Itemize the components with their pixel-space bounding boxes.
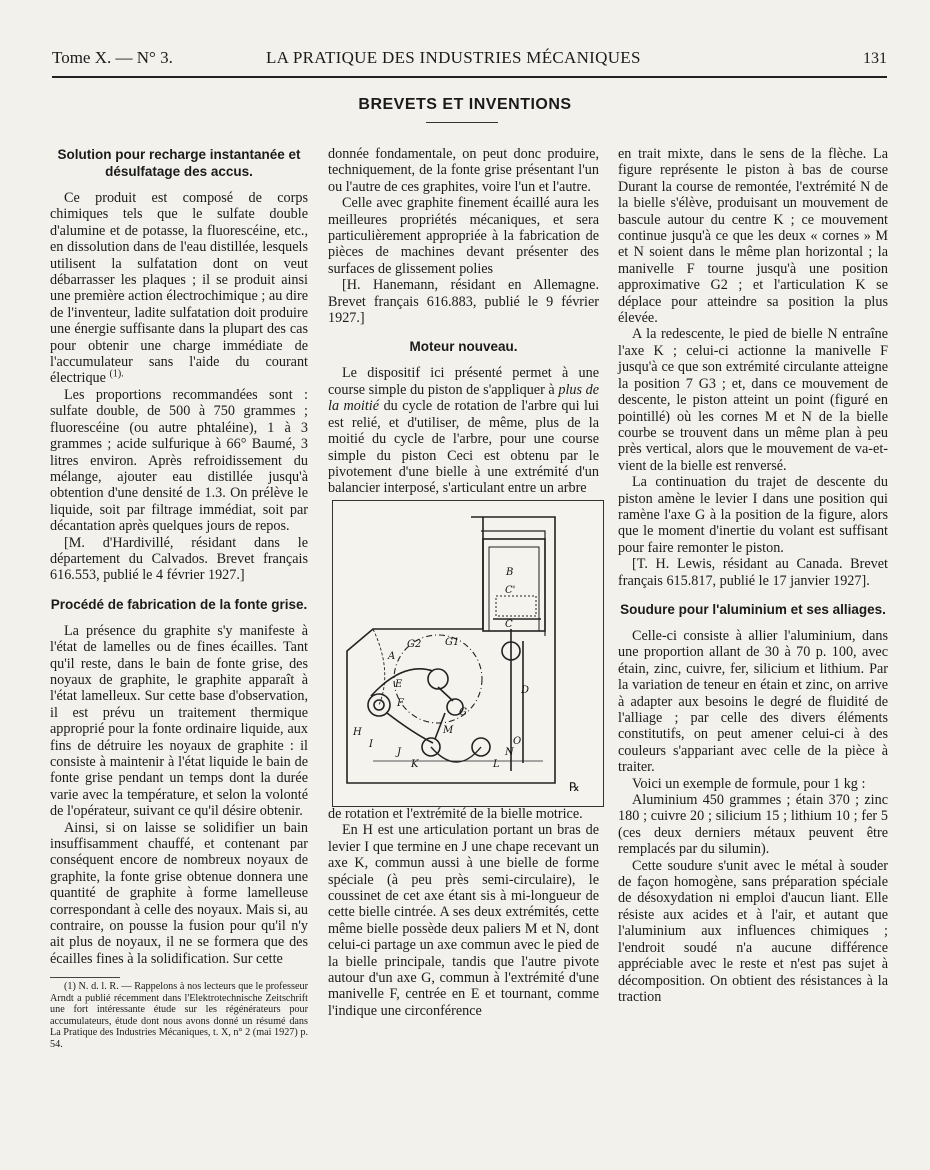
figure-label: A: [388, 651, 396, 662]
engine-diagram: [333, 501, 603, 806]
paragraph-text: Le dispositif ici présenté permet à une course simple du piston de s'appliquer à: [328, 365, 599, 398]
paragraph: [328, 365, 599, 496]
footnote-rule: [50, 977, 120, 978]
citation: [T. H. Lewis, résidant au Canada. Brevet français 615.817, publié le 17 janvier 1927].: [618, 556, 888, 589]
figure-label: I: [369, 739, 373, 750]
article-title-moteur: Moteur nouveau.: [409, 339, 518, 355]
figure-label: K: [411, 759, 419, 770]
citation: [H. Hanemann, résidant en Allemagne. Brevet français 616.883, publié le 9 février 1927.]: [328, 277, 599, 327]
paragraph: donnée fondamentale, on peut donc produire, techniquement, de la fonte grise présentant l'un ou l'autre de ces graphites, voire l'un et l'autre.: [328, 146, 599, 195]
column-3: [618, 146, 888, 1005]
paragraph: Les proportions recommandées sont : sulfate double, de 500 à 750 grammes ; fluorescéine (ou autre phtaléine), 1 à 3 grammes ; acide sulfurique à 66° Baumé, 3 litres environ. Après refroidissement du mélange, ajouter eau distillée jusqu'à obtention d'une densité de 1.3. On prélève le liquide, soit par filtrage immédiat, soit par décantation après quelques jours de repos.: [50, 386, 308, 535]
column-1: [50, 146, 308, 1050]
volume-number: Tome X. — N° 3.: [52, 48, 173, 67]
paragraph: En H est une articulation portant un bras de levier I que termine en J une chape recevant un axe K, commun aussi à une bielle de forme spéciale (à peu près semi-circulaire), le coussinet de cet axe étant sis à mi-longueur de cette bielle cintrée. A ses deux extrémités, cette même bielle possède deux paliers M et N, dont celui-ci partage un axe commun avec le pied de la bielle principale, tandis que l'autre pivote autour d'un axe G, commun à l'extrémité d'une manivelle F, centrée en E et tournant, comme l'indique une circonférence: [328, 822, 599, 1019]
article-title-soudure: Soudure pour l'aluminium et ses alliages.: [620, 601, 886, 617]
emphasis: plus de la moitié: [328, 381, 599, 415]
engine-figure: [332, 500, 604, 807]
piston-dotted: [496, 596, 536, 616]
section-title-rule: [426, 122, 498, 123]
article-title-fonte: Procédé de fabrication de la fonte grise.: [50, 596, 308, 612]
figure-label: M: [443, 725, 454, 736]
paragraph: La présence du graphite s'y manifeste à l'état de lamelles ou de fines écailles. Tant qu'il reste, dans le bain de fonte grise, des noyaux de graphite, le graphite apparaît à l'état lamelleux. Sur cette base d'observation, il est prévu un traitement thermique approprié pour la fonte ordinaire liquide, aux fins de détruire les noyaux de graphite : il consiste à maintenir à l'état liquide le bain de fonte grise pendant un temps dont la durée varie avec la température, et selon la volonté de l'opérateur, suivant ce qu'il désire obtenir.: [50, 622, 308, 820]
page-number: 131: [863, 50, 887, 67]
figure-label: G: [459, 707, 467, 718]
figure-label: B: [506, 567, 514, 578]
figure-label: F: [397, 698, 404, 709]
paragraph: A la redescente, le pied de bielle N entraîne l'axe K ; celui-ci actionne la manivelle F jusqu'à ce que son extrémité circulante atteigne la position 7 G3 ; et, dans ce mouvement de descente, le piston atteint un point (figuré en pointillé) où les cornes M et N de la bielle courbe se trouvent dans un même plan à peu près vertical, alors que le mouvement de va-et-vient de la bielle est renversé.: [618, 326, 888, 474]
figure-label: C: [505, 619, 513, 630]
header-rule: [52, 76, 887, 78]
crank-center: [428, 669, 448, 689]
paragraph: Cette soudure s'unit avec le métal à souder de façon homogène, sans préparation spéciale de désoxydation ni emploi d'aucun liant. Elle résiste aux acides et à l'air, et autant que l'aluminium aux influences chimiques ; l'endroit soudé n'a aucune différence appréciable avec le reste et n'est pas sujet à décomposition. On obtient des résistances à la traction: [618, 857, 888, 1005]
figure-label: L: [493, 759, 500, 770]
figure-label: H: [353, 727, 362, 738]
journal-title: LA PRATIQUE DES INDUSTRIES MÉCANIQUES: [266, 48, 641, 67]
figure-label: N: [505, 747, 514, 758]
paragraph-text: Ce produit est composé de corps chimiques tels que le sulfate double d'alumine et de potasse, la fluorescéine, etc., en dissolution dans de l'eau distillée, lesquels utilisent la sulfatation dont on veut débarrasser les plaques ; il se produit ainsi une première action électrochimique ; au dire de l'inventeur, ladite sulfatation doit produire une énergie suffisante dans la plupart des cas pour obtenir une charge immédiate de l'accumulateur sans l'aide du courant électrique: [50, 190, 308, 387]
figure-label: O: [513, 736, 522, 747]
figure-label: G1: [445, 637, 460, 648]
column-2-continued: [328, 806, 599, 1160]
article-title-accus: Solution pour recharge instantanée et désulfatage des accus.: [57, 147, 301, 179]
footnote-ref: (1).: [109, 368, 124, 380]
figure-label: E: [395, 679, 403, 690]
citation: [M. d'Hardivillé, résidant dans le département du Calvados. Brevet français 616.553, publié le 4 février 1927.]: [50, 534, 308, 584]
running-header: [52, 44, 887, 72]
paragraph: Voici un exemple de formule, pour 1 kg :: [632, 775, 866, 792]
figure-label: D: [521, 685, 530, 696]
paragraph-text: du cycle de rotation de l'arbre qui lui est relié, et d'utiliser, de même, plus de la moitié du cycle de l'arbre, pour une course simple du piston Ceci est obtenu par le pivotement d'une bielle à une extrémité d'un balancier interposé, s'articulant entre un arbre: [328, 398, 600, 497]
column-2: [328, 146, 599, 500]
paragraph: [50, 190, 308, 387]
paragraph-continued: de rotation et l'extrémité de la bielle motrice.: [328, 806, 583, 822]
figure-mark: ℞: [569, 780, 580, 794]
paragraph: Aluminium 450 grammes ; étain 370 ; zinc 180 ; cuivre 20 ; silicium 15 ; lithium 10 ; fer 5 (ces deux derniers métaux peuvent être remplacés par du silumin).: [618, 792, 888, 858]
paragraph: Ainsi, si on laisse se solidifier un bain insuffisamment chauffé, et contenant par conséquent encore de nombreux noyaux de graphite, la fonte grise obtenue donnera une quantité de graphite à forme lamelleuse correspondant à celle des noyaux. Mais si, au contraire, on pousse la fusion pour qu'il n'y ait plus de noyaux, il ne se formera que des écailles fines à la solidification. Sur cette: [50, 819, 308, 967]
figure-label: G2: [407, 639, 422, 650]
figure-label: C': [505, 585, 516, 596]
paragraph: Celle-ci consiste à allier l'aluminium, dans une proportion allant de 30 à 70 p. 100, avec étain, zinc, cuivre, fer, silicium et lithium. Par la variation de teneur en étain et zinc, on arrive à adapter aux besoins le degré de fluidité de l'alliage ; par celle des divers éléments constitutifs, on peut amener celui-ci à des couleurs s'appariant avec celle de la pièce à traiter.: [618, 627, 888, 776]
paragraph: en trait mixte, dans le sens de la flèche. La figure représente le piston à bas de course Durant la course de remontée, l'extrémité N de la bielle s'élève, produisant un mouvement de bascule autour du centre K ; ce mouvement continue jusqu'à ce que les deux « cornes » M et N soient dans le même plan horizontal ; la manivelle F tourne jusqu'à une position approximative G2 ; et l'articulation K se déplace pour atteindre sa position la plus élevée.: [618, 146, 888, 327]
paragraph: Celle avec graphite finement écaillé aura les meilleures propriétés mécaniques, et sera particulièrement appropriée à la fabrication de pièces de machines devant présenter des surfaces de glissement polies: [328, 195, 599, 277]
paragraph: La continuation du trajet de descente du piston amène le levier I dans une position qui ramène l'axe G à la position de la figure, alors que le moment d'inertie du volant est suffisant pour faire remonter le piston.: [618, 474, 888, 556]
figure-label: J: [397, 747, 402, 758]
section-title: BREVETS ET INVENTIONS: [358, 96, 572, 113]
footnote: (1) N. d. l. R. — Rappelons à nos lecteurs que le professeur Arndt a publié récemment dans l'Elektrotechnische Zeitschrift une fort intéressante étude sur les régénérateurs pour accumulateurs, étude dont nous avons donné un résumé dans La Pratique des Industries Mécaniques, t. X, n° 2 (mai 1927) p. 54.: [50, 981, 308, 1050]
joint-h: [368, 694, 390, 716]
